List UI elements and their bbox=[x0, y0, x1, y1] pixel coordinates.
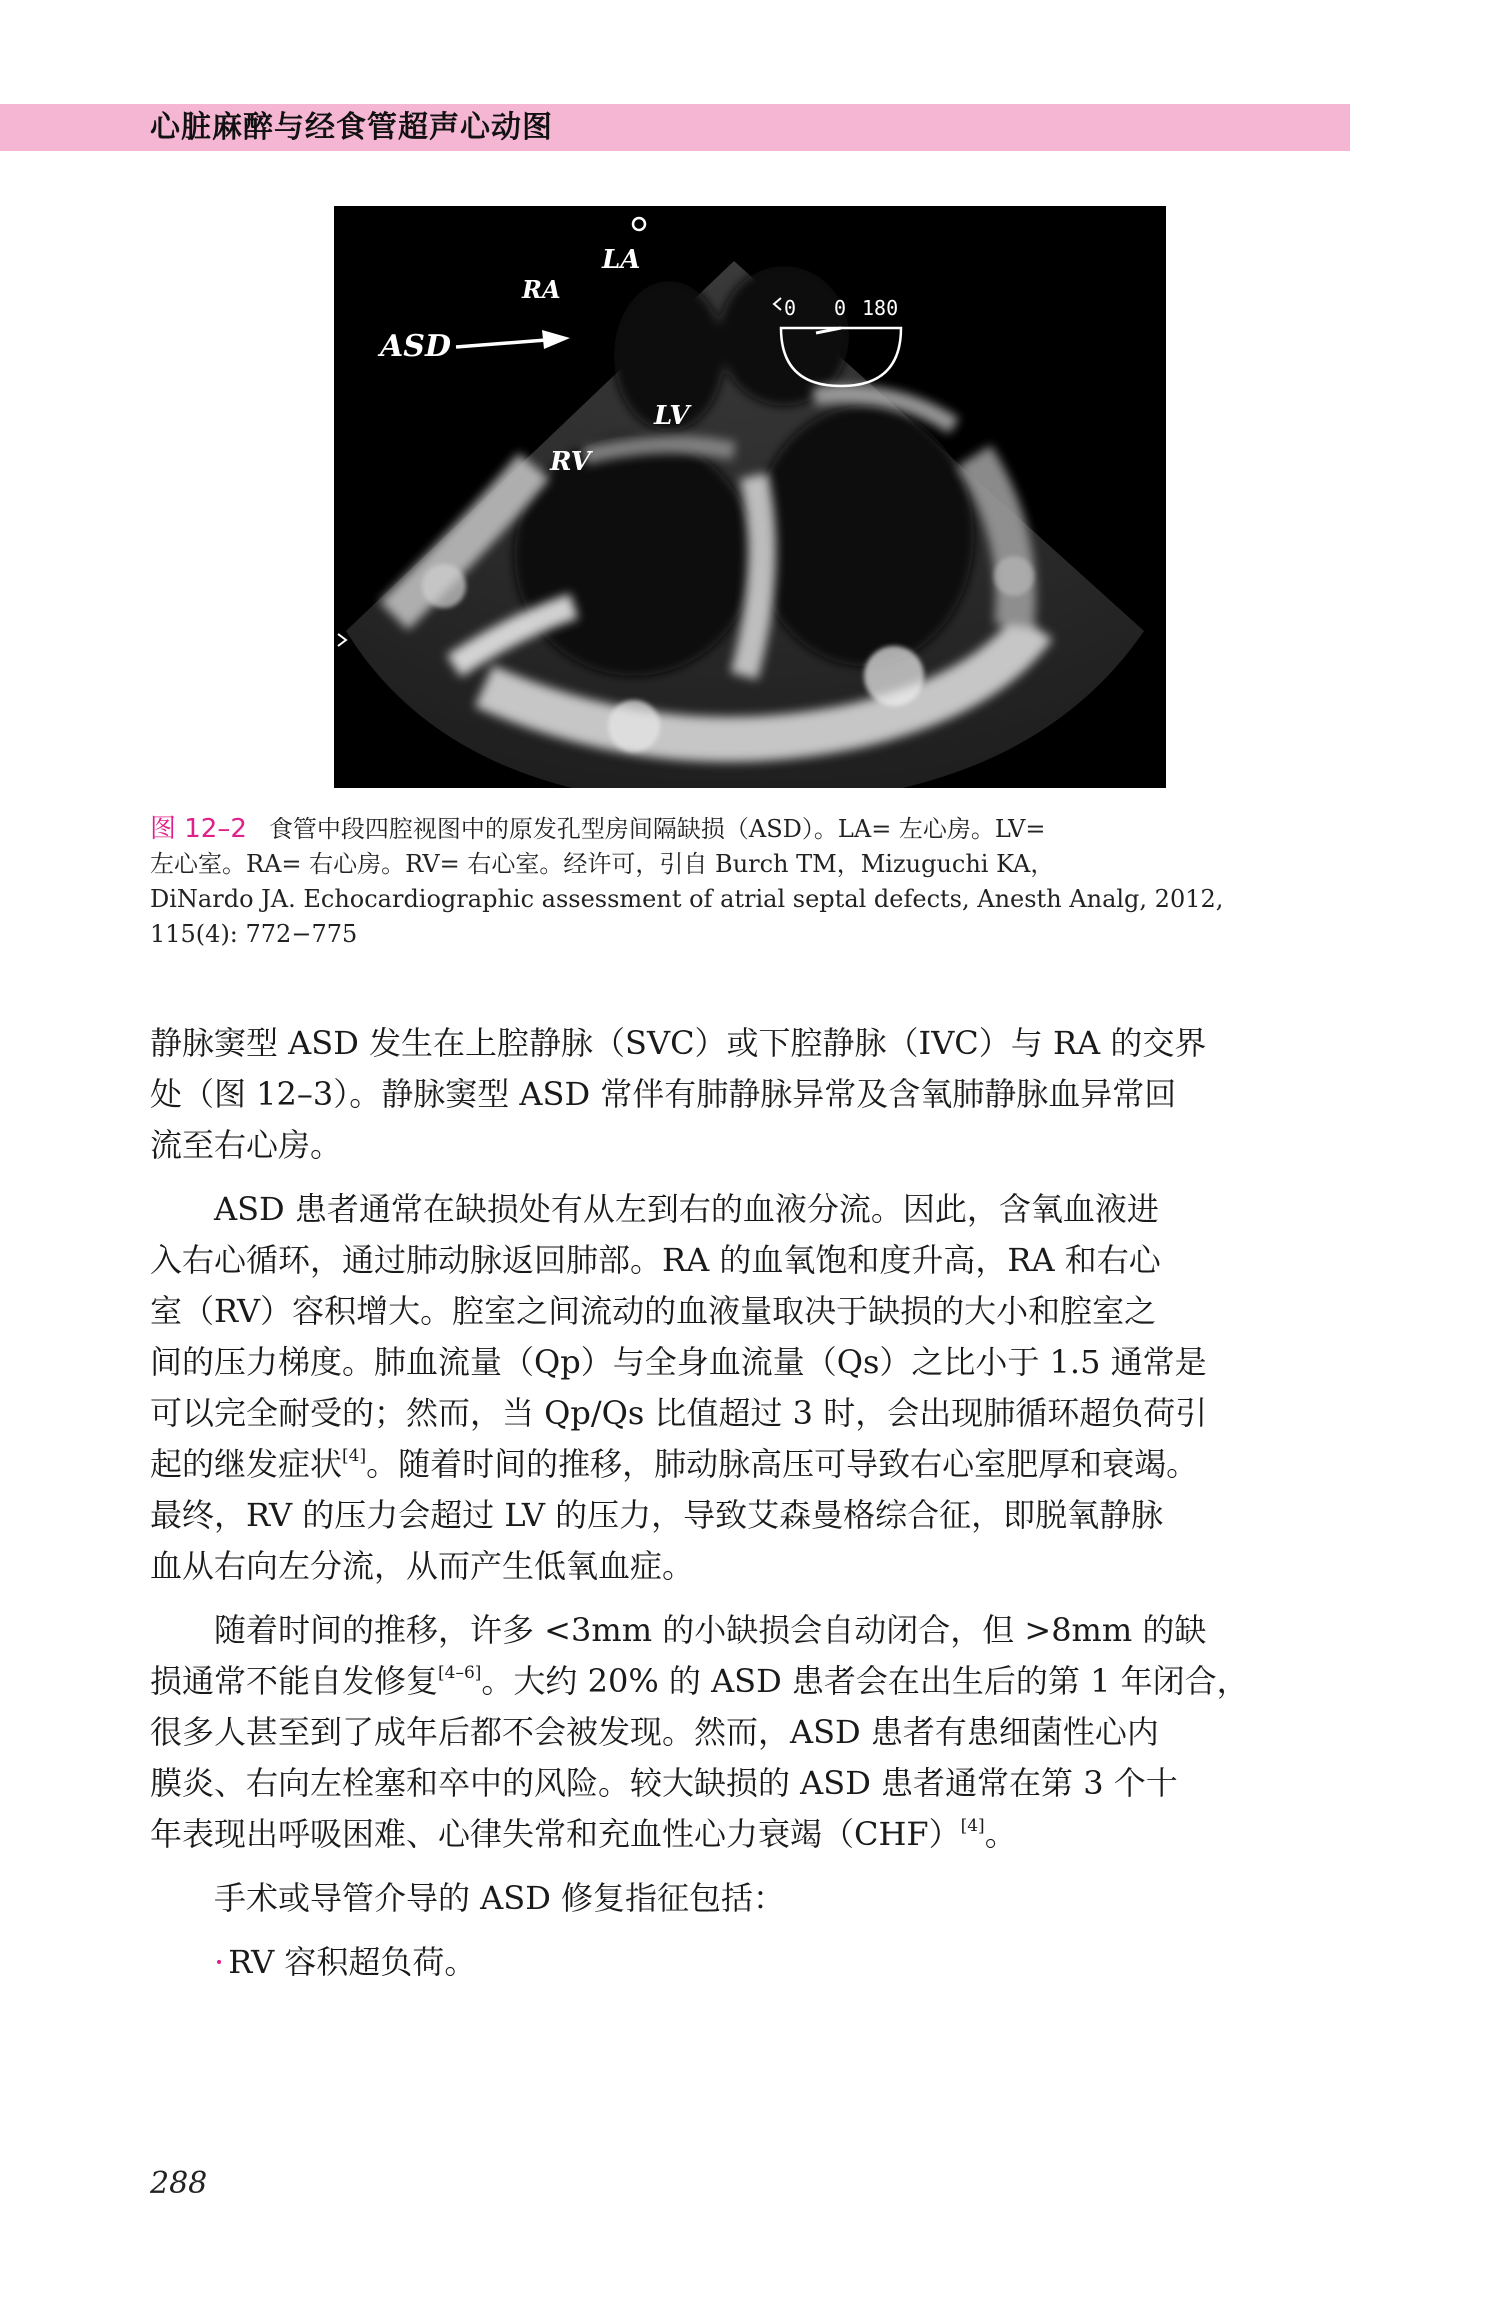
paragraph-line: 室（RV）容积增大。腔室之间流动的血液量取决于缺损的大小和腔室之 bbox=[150, 1292, 1157, 1330]
echocardiogram-image bbox=[334, 206, 1166, 788]
paragraph-line: 血从右向左分流，从而产生低氧血症。 bbox=[150, 1547, 695, 1585]
text-run: 年表现出呼吸困难、心律失常和充血性心力衰竭（CHF） bbox=[150, 1815, 961, 1853]
caption-text: 食管中段四腔视图中的原发孔型房间隔缺损（ASD）。LA= 左心房。LV= bbox=[268, 815, 1046, 843]
paragraph-line: 很多人甚至到了成年后都不会被发现。然而，ASD 患者有患细菌性心内 bbox=[150, 1713, 1159, 1751]
figure-number: 图 12–2 bbox=[150, 814, 247, 844]
text-run: 起的继发症状 bbox=[150, 1445, 343, 1483]
label-asd: ASD bbox=[380, 329, 451, 364]
bullet-item bbox=[150, 1937, 1350, 1988]
paragraph-line: 处（图 12–3）。静脉窦型 ASD 常伴有肺静脉异常及含氧肺静脉血异常回 bbox=[150, 1075, 1177, 1113]
text-run: 。随着时间的推移，肺动脉高压可导致右心室肥厚和衰竭。 bbox=[366, 1445, 1199, 1483]
paragraph-line bbox=[150, 1809, 1350, 1860]
bullet-icon: · bbox=[214, 1943, 225, 1981]
lv-chamber bbox=[754, 406, 974, 666]
text-run: 。大约 20% 的 ASD 患者会在出生后的第 1 年闭合， bbox=[481, 1662, 1249, 1700]
label-ra: RA bbox=[522, 275, 561, 304]
citation-ref: [4–6] bbox=[438, 1663, 482, 1683]
caption-line: DiNardo JA. Echocardiographic assessment of atrial septal defects, Anesth Analg, 2012, bbox=[150, 885, 1224, 913]
paragraph-line: 最终，RV 的压力会超过 LV 的压力，导致艾森曼格综合征，即脱氧静脉 bbox=[150, 1496, 1164, 1534]
label-rv: RV bbox=[550, 447, 591, 477]
figure-caption bbox=[150, 812, 1350, 952]
bullet-text: RV 容积超负荷。 bbox=[228, 1943, 477, 1981]
paragraph-line bbox=[150, 1439, 1350, 1490]
angle-readout-mid: 0 bbox=[834, 296, 847, 320]
body-text bbox=[150, 1018, 1350, 1988]
label-lv: LV bbox=[654, 401, 690, 431]
paragraph-line: 可以完全耐受的；然而，当 Qp/Qs 比值超过 3 时，会出现肺循环超负荷引 bbox=[150, 1394, 1208, 1432]
angle-readout-right: 180 bbox=[862, 296, 899, 320]
text-run: 。 bbox=[984, 1815, 1017, 1853]
citation-ref: [4] bbox=[342, 1446, 367, 1466]
text-run: 损通常不能自发修复 bbox=[150, 1662, 439, 1700]
caption-line: 左心室。RA= 右心房。RV= 右心室。经许可，引自 Burch TM，Mizuguchi KA， bbox=[150, 850, 1055, 878]
label-la: LA bbox=[602, 245, 641, 275]
paragraph-line: 间的压力梯度。肺血流量（Qp）与全身血流量（Qs）之比小于 1.5 通常是 bbox=[150, 1343, 1207, 1381]
caption-line bbox=[150, 812, 1350, 847]
echocardiogram-figure bbox=[334, 206, 1166, 788]
paragraph-line: 流至右心房。 bbox=[150, 1126, 343, 1164]
running-header-title: 心脏麻醉与经食管超声心动图 bbox=[150, 110, 553, 145]
paragraph-line: 随着时间的推移，许多 <3mm 的小缺损会自动闭合，但 >8mm 的缺 bbox=[150, 1611, 1207, 1649]
paragraph-line: 入右心循环，通过肺动脉返回肺部。RA 的血氧饱和度升高，RA 和右心 bbox=[150, 1241, 1161, 1279]
paragraph-line: 静脉窦型 ASD 发生在上腔静脉（SVC）或下腔静脉（IVC）与 RA 的交界 bbox=[150, 1024, 1207, 1062]
page-number: 288 bbox=[150, 2166, 208, 2201]
paragraph-line: ASD 患者通常在缺损处有从左到右的血液分流。因此，含氧血液进 bbox=[150, 1190, 1159, 1228]
paragraph-line: 手术或导管介导的 ASD 修复指征包括： bbox=[150, 1879, 786, 1917]
caption-line: 115(4): 772−775 bbox=[150, 920, 358, 948]
paragraph-line: 膜炎、右向左栓塞和卒中的风险。较大缺损的 ASD 患者通常在第 3 个十 bbox=[150, 1764, 1178, 1802]
paragraph-line bbox=[150, 1656, 1350, 1707]
angle-readout-left: 0 bbox=[784, 296, 797, 320]
citation-ref: [4] bbox=[960, 1816, 985, 1836]
